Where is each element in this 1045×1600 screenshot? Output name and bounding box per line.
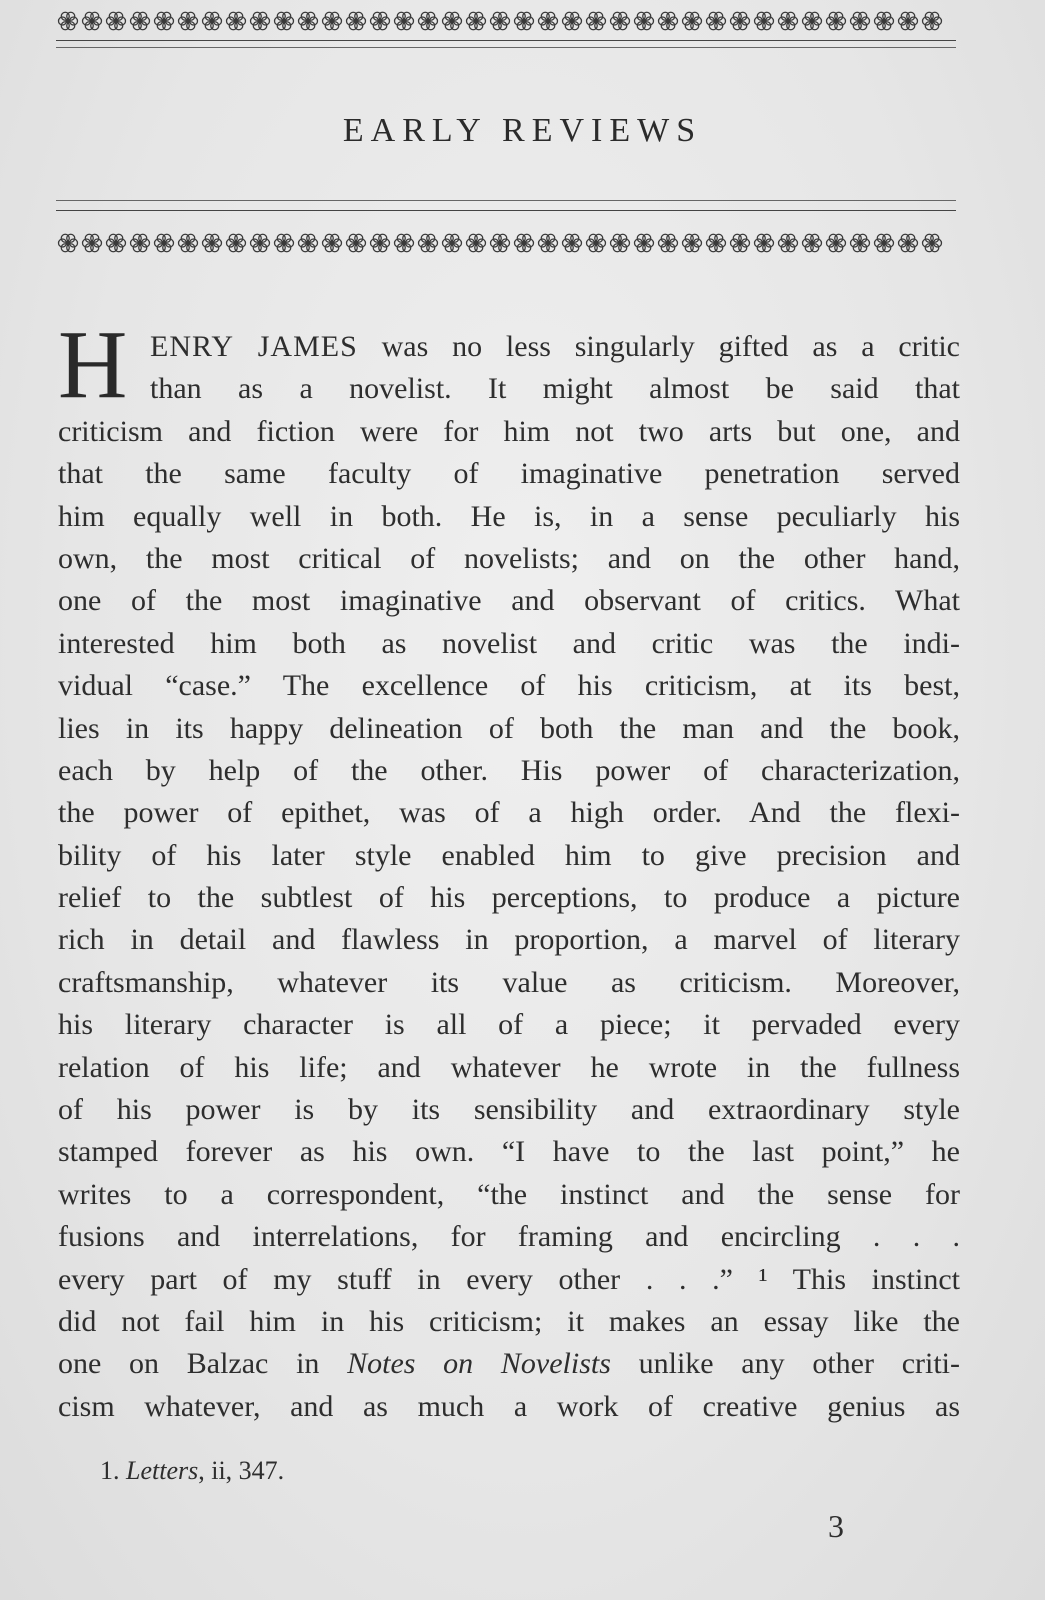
flower-ornament-icon — [827, 12, 846, 30]
flower-ornament-icon — [491, 234, 510, 252]
flower-ornament-icon — [443, 234, 462, 252]
flower-ornament-icon — [443, 12, 462, 30]
flower-ornament-icon — [587, 234, 606, 252]
text-line: lies in its happy delineation of both the man and the book, — [58, 711, 960, 745]
flower-ornament-icon — [875, 12, 894, 30]
flower-ornament-icon — [683, 12, 702, 30]
flower-ornament-icon — [875, 234, 894, 252]
text-line: did not fail him in his criticism; it makes an essay like the — [58, 1304, 960, 1338]
flower-ornament-icon — [467, 234, 486, 252]
text-line: every part of my stuff in every other . . .” ¹ This instinct — [58, 1262, 960, 1296]
flower-ornament-icon — [323, 12, 342, 30]
flower-ornament-icon — [539, 234, 558, 252]
flower-ornament-icon — [131, 234, 150, 252]
text-line: cism whatever, and as much a work of creative genius as — [58, 1389, 960, 1423]
flower-ornament-icon — [227, 234, 246, 252]
text-line: fusions and interrelations, for framing and encircling . . . — [58, 1220, 960, 1254]
text-line: relation of his life; and whatever he wrote in the fullness — [58, 1050, 960, 1084]
footnote — [100, 1456, 284, 1486]
flower-ornament-icon — [347, 12, 366, 30]
flower-ornament-icon — [299, 12, 318, 30]
flower-ornament-icon — [251, 234, 270, 252]
flower-ornament-icon — [587, 12, 606, 30]
flower-ornament-icon — [635, 234, 654, 252]
flower-ornament-icon — [707, 234, 726, 252]
flower-ornament-icon — [203, 12, 222, 30]
flower-ornament-icon — [923, 12, 942, 30]
flower-ornament-icon — [683, 234, 702, 252]
book-title-italic: Notes on Novelists — [347, 1347, 611, 1381]
footnote-ref: , ii, 347. — [198, 1456, 285, 1485]
flower-ornament-icon — [251, 12, 270, 30]
text-line: each by help of the other. His power of characterization, — [58, 753, 960, 787]
text-line: interested him both as novelist and critic was the indi- — [58, 626, 960, 660]
flower-ornament-icon — [731, 12, 750, 30]
drop-cap: H — [58, 311, 128, 419]
text-line: criticism and fiction were for him not two arts but one, and — [58, 414, 960, 448]
flower-ornament-icon — [899, 234, 918, 252]
flower-ornament-icon — [419, 234, 438, 252]
text-line: bility of his later style enabled him to give precision and — [58, 838, 960, 872]
text-line: craftsmanship, whatever its value as criticism. Moreover, — [58, 965, 960, 999]
top-ornament-band — [56, 4, 956, 38]
body-paragraph — [58, 326, 960, 1428]
flower-ornament-icon — [155, 234, 174, 252]
flower-ornament-icon — [827, 234, 846, 252]
chapter-title: EARLY REVIEWS — [342, 112, 703, 149]
text-line: of his power is by its sensibility and extraordinary style — [58, 1093, 960, 1127]
flower-ornament-icon — [131, 12, 150, 30]
text-line: rich in detail and flawless in proportion, a marvel of literary — [58, 923, 960, 957]
flower-ornament-icon — [803, 234, 822, 252]
floral-ornament-icon — [56, 4, 956, 38]
bottom-rule-upper — [56, 200, 956, 201]
floral-ornament-icon — [56, 226, 956, 260]
flower-ornament-icon — [83, 234, 102, 252]
flower-ornament-icon — [275, 12, 294, 30]
flower-ornament-icon — [563, 12, 582, 30]
flower-ornament-icon — [659, 12, 678, 30]
flower-ornament-icon — [563, 234, 582, 252]
flower-ornament-icon — [419, 12, 438, 30]
flower-ornament-icon — [779, 234, 798, 252]
flower-ornament-icon — [227, 12, 246, 30]
flower-ornament-icon — [899, 12, 918, 30]
flower-ornament-icon — [59, 12, 78, 30]
flower-ornament-icon — [515, 234, 534, 252]
flower-ornament-icon — [59, 234, 78, 252]
flower-ornament-icon — [731, 234, 750, 252]
flower-ornament-icon — [179, 12, 198, 30]
text-line: own, the most critical of novelists; and on the other hand, — [58, 541, 960, 575]
text-line: writes to a correspondent, “the instinct and the sense for — [58, 1177, 960, 1211]
flower-ornament-icon — [83, 12, 102, 30]
top-rule-lower — [56, 47, 956, 48]
flower-ornament-icon — [395, 12, 414, 30]
flower-ornament-icon — [323, 234, 342, 252]
flower-ornament-icon — [707, 12, 726, 30]
flower-ornament-icon — [611, 234, 630, 252]
flower-ornament-icon — [755, 234, 774, 252]
bottom-ornament-band — [56, 226, 956, 260]
text-line: vidual “case.” The excellence of his criticism, at its best, — [58, 669, 960, 703]
page-number: 3 — [828, 1508, 844, 1544]
top-rule-upper — [56, 40, 956, 41]
footnote-title: Letters — [126, 1456, 199, 1485]
flower-ornament-icon — [515, 12, 534, 30]
flower-ornament-icon — [923, 234, 942, 252]
text-line: ENRY JAMES was no less singularly gifted as a critic — [150, 330, 960, 363]
flower-ornament-icon — [491, 12, 510, 30]
bottom-rule-lower — [56, 210, 956, 211]
flower-ornament-icon — [299, 234, 318, 252]
text-line: the power of epithet, was of a high order. And the flexi- — [58, 796, 960, 830]
flower-ornament-icon — [275, 234, 294, 252]
flower-ornament-icon — [755, 12, 774, 30]
flower-ornament-icon — [779, 12, 798, 30]
flower-ornament-icon — [467, 12, 486, 30]
flower-ornament-icon — [659, 234, 678, 252]
text-line: stamped forever as his own. “I have to the last point,” he — [58, 1135, 960, 1169]
flower-ornament-icon — [155, 12, 174, 30]
flower-ornament-icon — [107, 12, 126, 30]
text-line: relief to the subtlest of his perceptions, to produce a picture — [58, 881, 960, 915]
flower-ornament-icon — [611, 12, 630, 30]
flower-ornament-icon — [371, 234, 390, 252]
flower-ornament-icon — [347, 234, 366, 252]
flower-ornament-icon — [371, 12, 390, 30]
flower-ornament-icon — [539, 12, 558, 30]
text-line: than as a novelist. It might almost be said that — [150, 372, 960, 406]
flower-ornament-icon — [107, 234, 126, 252]
text-line: one on Balzac in Notes on Novelists unlike any other criti- — [58, 1347, 960, 1381]
text-line: that the same faculty of imaginative penetration served — [58, 457, 960, 491]
flower-ornament-icon — [851, 12, 870, 30]
text-line: one of the most imaginative and observant of critics. What — [58, 584, 960, 618]
flower-ornament-icon — [803, 12, 822, 30]
footnote-marker: 1. — [100, 1456, 120, 1485]
opening-words: ENRY JAMES — [150, 330, 358, 363]
flower-ornament-icon — [395, 234, 414, 252]
flower-ornament-icon — [179, 234, 198, 252]
flower-ornament-icon — [635, 12, 654, 30]
flower-ornament-icon — [851, 234, 870, 252]
text-line: his literary character is all of a piece; it pervaded every — [58, 1008, 960, 1042]
flower-ornament-icon — [203, 234, 222, 252]
text-line: him equally well in both. He is, in a sense peculiarly his — [58, 499, 960, 533]
